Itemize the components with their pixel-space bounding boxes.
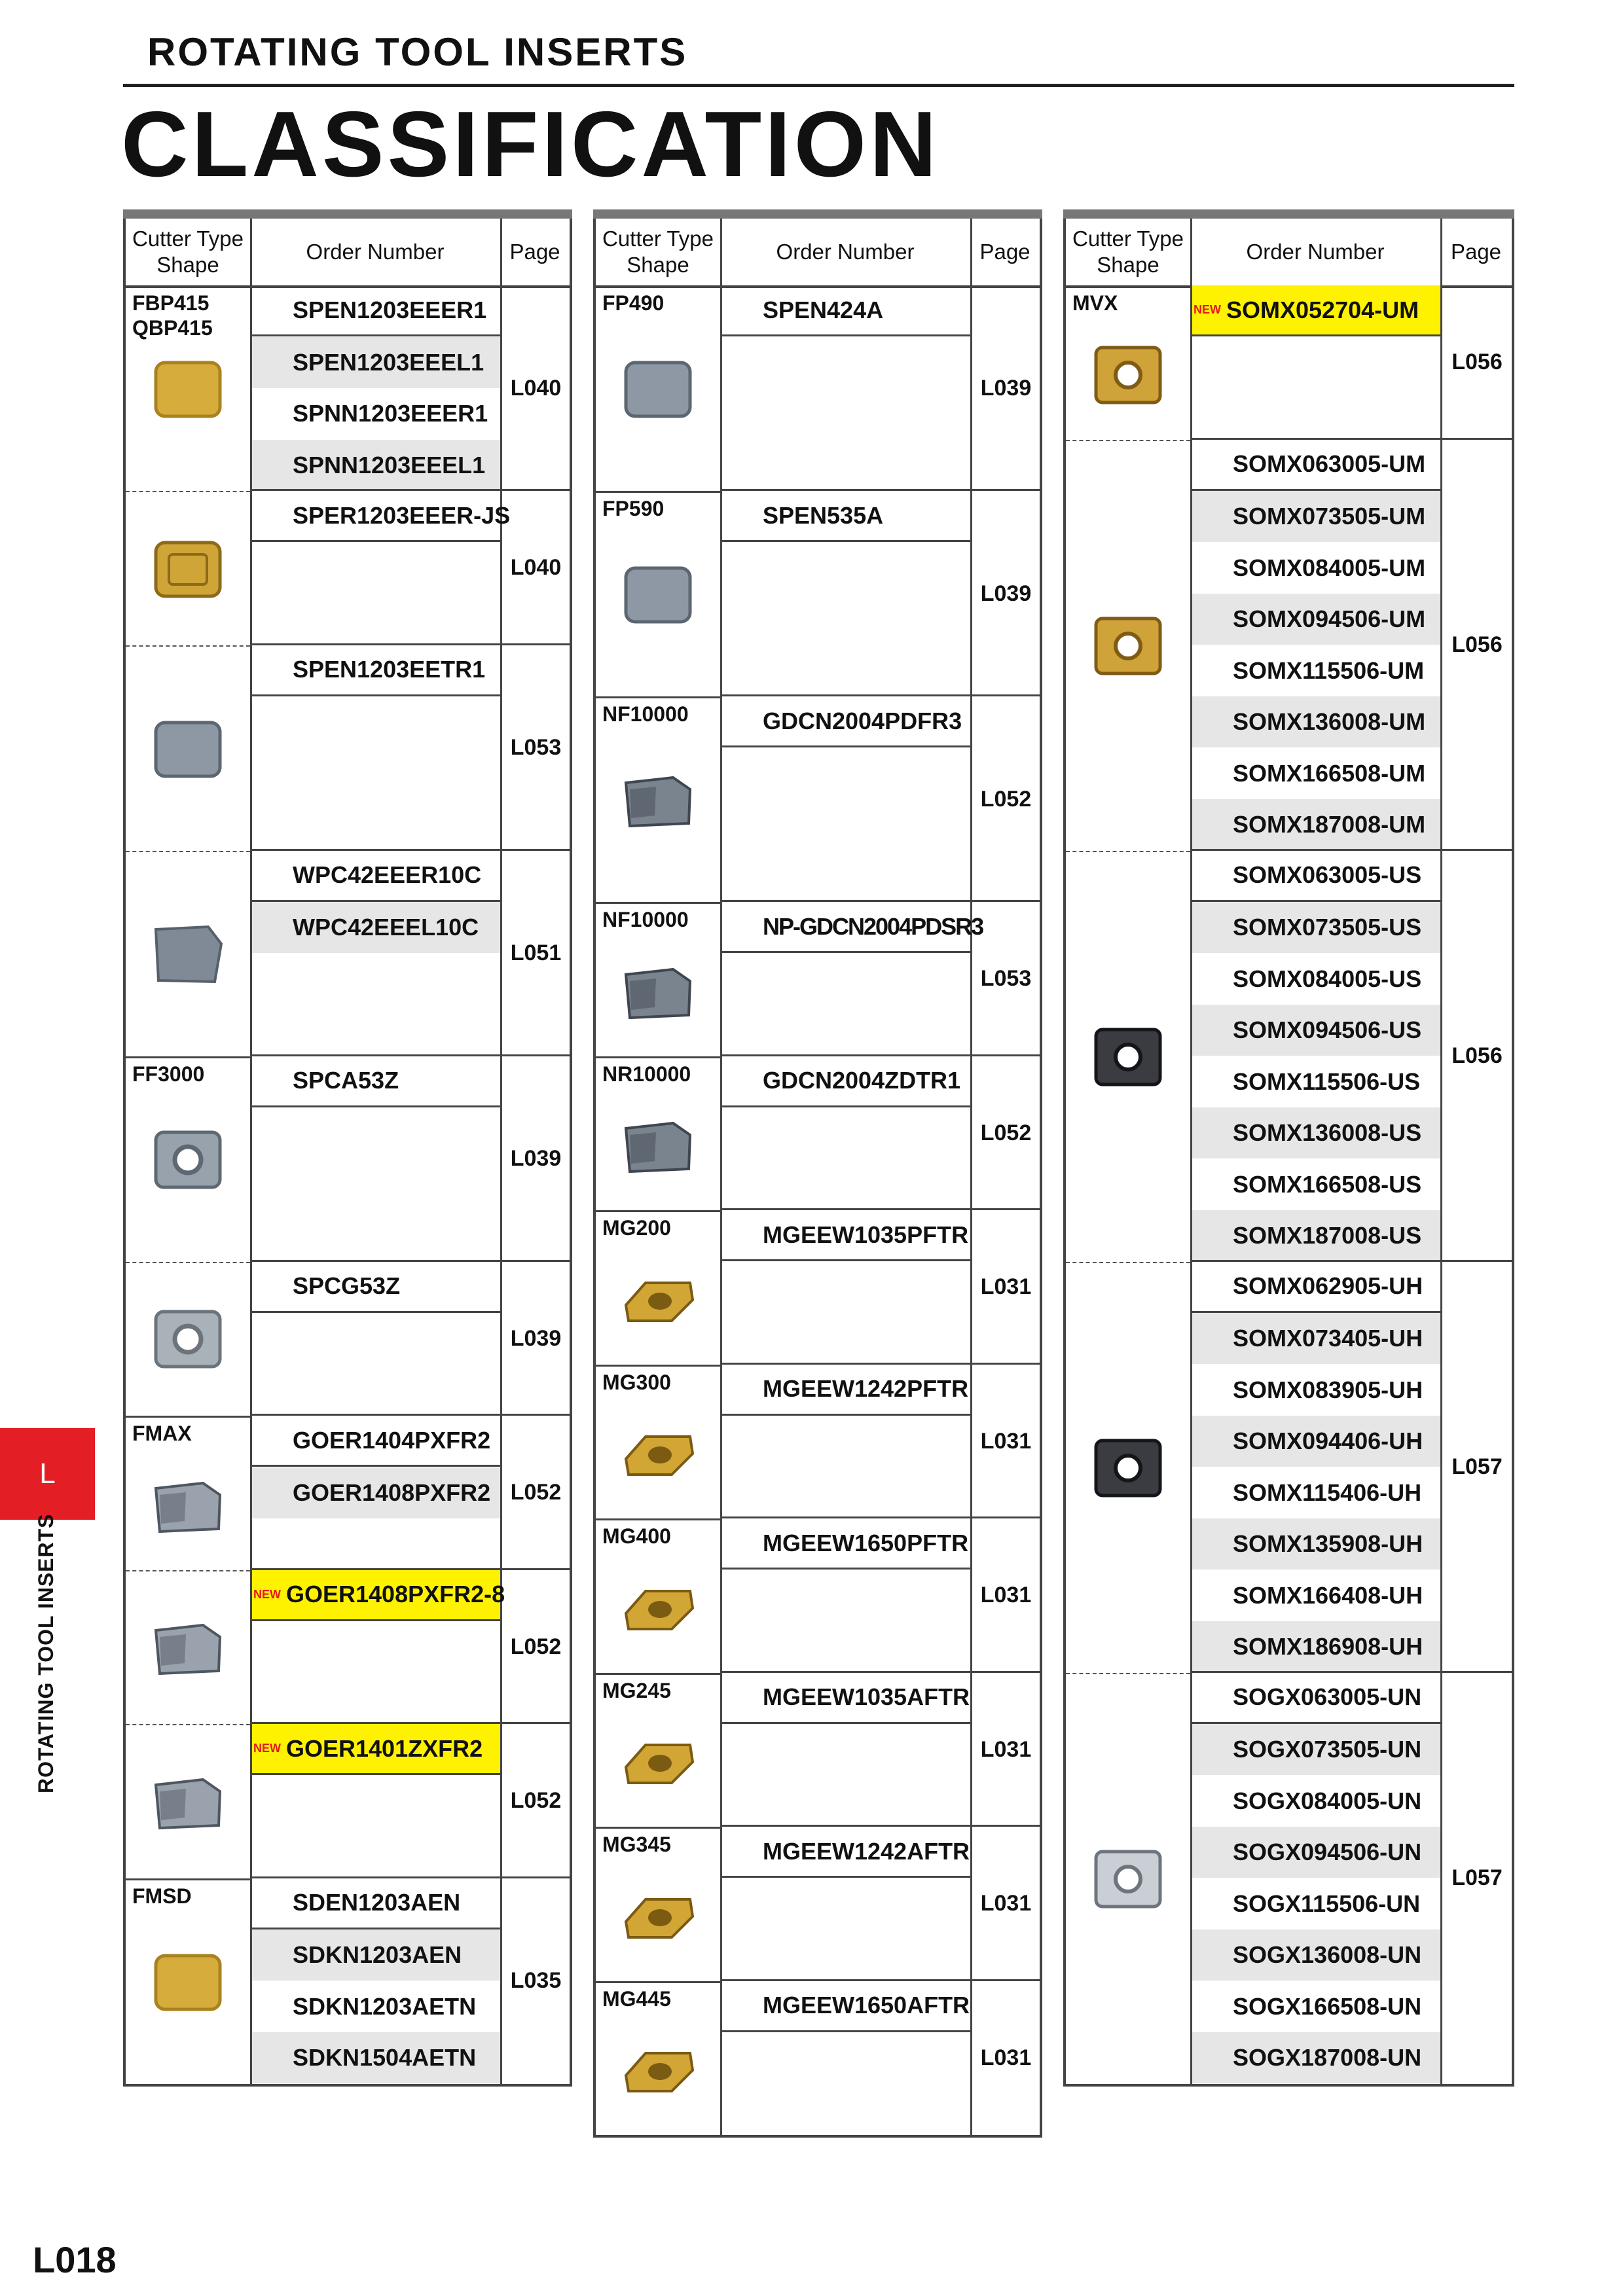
order-number[interactable] [1192,1929,1440,1981]
order-number-text: SOMX084005-US [1233,965,1422,992]
page-reference[interactable]: L031 [980,1274,1032,1300]
empty-row [722,2032,970,2083]
order-number-text: SOGX084005-UN [1233,1787,1422,1814]
empty-row [722,1467,970,1518]
order-number[interactable] [252,902,500,953]
order-number[interactable] [1192,1313,1440,1364]
order-number[interactable] [1192,1724,1440,1775]
classification-table-2 [593,209,1042,2138]
page-reference[interactable]: L031 [980,1583,1032,1608]
page-reference[interactable]: L056 [1451,350,1503,375]
order-number[interactable] [1192,1107,1440,1158]
order-number-text: GOER1408PXFR2-8 [286,1581,505,1607]
cutter-type-name: MG200 [602,1216,671,1240]
order-number[interactable] [1192,2032,1440,2083]
order-number-text: GOER1408PXFR2 [293,1479,491,1506]
empty-row [722,594,970,645]
order-number-text: SOMX094406-UH [1233,1427,1423,1454]
order-number[interactable] [1192,1878,1440,1929]
order-number-text: SOMX186908-UH [1233,1633,1423,1660]
insert-shape-image [617,1109,699,1181]
order-number[interactable] [1192,1210,1440,1261]
header-order-number: Order Number [776,240,915,264]
cutter-type-name: FF3000 [132,1062,205,1086]
cutter-type-name: MG400 [602,1524,671,1548]
order-number-text: SOMX187008-US [1233,1222,1422,1249]
order-number-text: SPCA53Z [293,1067,399,1094]
order-number[interactable] [722,1210,970,1261]
empty-row [252,799,500,850]
cutter-type-name: NF10000 [602,908,689,931]
insert-shape-image [1087,1842,1169,1914]
order-number[interactable] [1192,440,1440,491]
subgroup-separator [1066,851,1190,852]
section-tab[interactable]: L [0,1428,95,1520]
empty-row [722,2084,970,2135]
order-number[interactable] [1192,748,1440,799]
subgroup-separator [126,645,250,647]
header-rule [123,84,1514,87]
page-reference[interactable]: L031 [980,2045,1032,2070]
order-number-text: GOER1401ZXFR2 [286,1734,483,1762]
page-reference[interactable]: L040 [510,375,562,401]
page-reference[interactable]: L051 [510,941,562,965]
order-number-text: SOMX063005-US [1233,861,1422,888]
order-number[interactable] [1192,1673,1440,1724]
order-number-text: SOMX166508-US [1233,1170,1422,1198]
table-top-bar [1063,209,1514,219]
insert-shape-image [147,1123,229,1195]
page-reference[interactable]: L039 [510,1146,562,1171]
insert-shape-image [617,1880,699,1952]
order-number[interactable] [252,1724,500,1775]
empty-row [252,1107,500,1158]
insert-shape-image [147,1945,229,2017]
order-number[interactable] [1192,1570,1440,1621]
empty-row [722,440,970,491]
page-reference[interactable]: L052 [510,1480,562,1505]
order-number[interactable] [1192,645,1440,696]
insert-shape-image [617,1263,699,1335]
order-number[interactable] [1192,902,1440,953]
empty-row [722,1107,970,1158]
page-reference[interactable]: L057 [1451,1454,1503,1479]
insert-shape-image [147,352,229,424]
subgroup-separator [1066,440,1190,441]
order-number[interactable] [722,1673,970,1724]
insert-shape-image [147,1765,229,1837]
order-number-text: SOMX136008-UM [1233,708,1426,735]
order-number-text: MGEEW1035PFTR [763,1221,969,1248]
empty-row [252,594,500,645]
insert-shape-image [617,1571,699,1643]
empty-row [252,1210,500,1261]
order-number[interactable] [1192,1416,1440,1467]
header-shape: Cutter Type Shape [602,226,714,277]
group-separator [126,1416,250,1418]
order-number-text: NP-GDCN2004PDSR3 [763,912,983,940]
order-number[interactable] [1192,285,1440,336]
empty-row [722,1621,970,1672]
order-number-text: SOMX166408-UH [1233,1581,1423,1609]
insert-shape-image [617,1725,699,1797]
order-number-text: SOMX135908-UH [1233,1530,1423,1557]
empty-row [252,1159,500,1210]
order-number[interactable] [1192,1365,1440,1416]
group-separator [596,1518,720,1520]
new-badge: NEW [253,1587,281,1601]
order-number[interactable] [252,2032,500,2083]
empty-row [252,748,500,799]
order-number-text: SDKN1504AETN [293,2044,477,2071]
order-number[interactable] [1192,851,1440,902]
cutter-type-name: MG345 [602,1833,671,1856]
insert-shape-image [617,763,699,835]
empty-row [722,1159,970,1210]
cutter-type-name: FBP415 QBP415 [132,291,213,340]
order-number-text: SPCG53Z [293,1272,401,1299]
header-shape: Cutter Type Shape [132,226,244,277]
order-number[interactable] [1192,1621,1440,1672]
page-reference[interactable]: L031 [980,1736,1032,1762]
empty-row [722,1313,970,1364]
group-separator [596,696,720,698]
order-number-text: SOMX073405-UH [1233,1325,1423,1352]
insert-shape-image [1087,1020,1169,1092]
order-number-text: SOMX062905-UH [1233,1272,1423,1299]
insert-shape-image [147,1469,229,1541]
page-reference[interactable]: L057 [1451,1865,1503,1890]
order-number-text: SPER1203EEER-JS [293,501,511,529]
group-separator [596,1981,720,1983]
empty-row [722,1929,970,1981]
order-number[interactable] [1192,491,1440,542]
order-number[interactable] [1192,1056,1440,1107]
order-number[interactable] [722,1056,970,1107]
header-page: Page [1450,240,1502,264]
order-number[interactable] [1192,696,1440,747]
group-separator [596,1056,720,1058]
group-separator [596,902,720,904]
group-separator [126,1056,250,1058]
order-number-text: SOMX166508-UM [1233,759,1426,787]
table-top-bar [593,209,1042,219]
order-number[interactable] [1192,1981,1440,2032]
page-reference[interactable]: L053 [510,735,562,760]
empty-row [722,337,970,388]
empty-row [252,1313,500,1364]
order-number-text: SOMX187008-UM [1233,811,1426,838]
order-number-text: GOER1404PXFR2 [293,1426,491,1454]
page-reference[interactable]: L039 [980,375,1032,401]
order-number-text: SOMX052704-UM [1226,296,1419,323]
insert-shape-image [617,2034,699,2106]
group-separator [596,1210,720,1212]
cutter-type-name: NR10000 [602,1062,691,1086]
order-number[interactable] [1192,1262,1440,1313]
empty-row [1192,388,1440,439]
classification-table-3 [1063,209,1514,2087]
order-number-text: SPNN1203EEER1 [293,400,488,427]
group-separator [596,1673,720,1675]
empty-row [252,1827,500,1878]
order-number[interactable] [722,1518,970,1570]
insert-shape-image [617,352,699,424]
order-number[interactable] [252,491,511,542]
empty-row [722,1878,970,1929]
empty-row [1192,337,1440,388]
group-separator [126,1878,250,1880]
order-number[interactable] [722,902,983,953]
order-number-text: SPEN535A [763,501,884,529]
cutter-type-name: MG245 [602,1678,671,1702]
page-reference[interactable]: L052 [510,1788,562,1814]
order-number[interactable] [1192,1518,1440,1570]
order-number[interactable] [252,645,500,696]
insert-shape-image [1087,609,1169,681]
order-number[interactable] [1192,1827,1440,1878]
table-header [1066,219,1512,288]
order-number[interactable] [252,440,500,491]
order-number[interactable] [722,285,970,336]
order-number-text: SOMX115506-UM [1233,656,1425,684]
page-reference[interactable]: L056 [1451,632,1503,657]
order-number[interactable] [1192,1776,1440,1827]
order-number[interactable] [252,1467,500,1518]
page-reference[interactable]: L052 [980,1120,1032,1145]
order-number[interactable] [252,388,500,439]
empty-row [722,748,970,799]
empty-row [722,1724,970,1775]
table-top-bar [123,209,572,219]
empty-row [722,851,970,902]
header-order-number: Order Number [1246,240,1385,264]
subgroup-separator [1066,1673,1190,1674]
page-reference[interactable]: L031 [980,1428,1032,1454]
cutter-type-name: FP590 [602,497,665,520]
empty-row [252,1621,500,1672]
cutter-type-name: FMSD [132,1884,192,1908]
group-separator [596,1827,720,1829]
page-reference[interactable]: L056 [1451,1043,1503,1068]
insert-shape-image [1087,1431,1169,1503]
order-number-text: SOMX136008-US [1233,1119,1422,1146]
page-reference[interactable]: L052 [510,1634,562,1659]
order-number-text: SOGX187008-UN [1233,2044,1422,2071]
order-number-text: SOMX094506-US [1233,1016,1422,1043]
order-number[interactable] [252,285,500,336]
subgroup-separator [1066,1262,1190,1263]
order-number[interactable] [1192,1467,1440,1518]
empty-row [722,388,970,439]
cutter-type-name: MVX [1072,291,1118,315]
empty-row [252,543,500,594]
insert-shape-image [147,532,229,604]
empty-row [722,1776,970,1827]
header-page: Page [509,240,560,264]
order-number[interactable] [1192,543,1440,594]
order-number-text: SPEN424A [763,296,884,323]
order-number[interactable] [1192,594,1440,645]
empty-row [252,696,500,747]
order-number[interactable] [722,491,970,542]
group-separator [596,1365,720,1367]
cutter-type-name: MG445 [602,1986,671,2011]
empty-row [252,1776,500,1827]
subgroup-separator [126,851,250,852]
insert-shape-image [617,955,699,1027]
header-shape: Cutter Type Shape [1072,226,1184,277]
order-number-text: SOGX073505-UN [1233,1736,1422,1763]
order-number-text: GDCN2004PDFR3 [763,707,962,734]
order-number-text: SOMX115506-US [1233,1067,1421,1095]
empty-row [252,1673,500,1724]
order-number[interactable] [722,1827,970,1878]
order-number-text: SPNN1203EEEL1 [293,451,486,478]
order-number[interactable] [252,1056,500,1107]
header-subtitle: ROTATING TOOL INSERTS [147,30,688,74]
order-number-text: MGEEW1242PFTR [763,1375,969,1402]
order-number-text: SOMX115406-UH [1233,1479,1422,1506]
page-reference[interactable]: L035 [510,1968,562,1993]
empty-row [722,1416,970,1467]
order-number-text: SOGX063005-UN [1233,1683,1422,1710]
page-reference[interactable]: L031 [980,1891,1032,1916]
order-number-text: SOMX073505-US [1233,914,1422,941]
insert-shape-image [147,918,229,990]
cutter-type-name: MG300 [602,1370,671,1394]
order-number-text: SPEN1203EETR1 [293,656,486,683]
table-header [596,219,1040,288]
order-number[interactable] [722,1981,970,2032]
empty-row [722,1005,970,1056]
insert-shape-image [147,1302,229,1374]
subgroup-separator [126,1570,250,1571]
insert-shape-image [1087,338,1169,410]
empty-row [722,799,970,850]
empty-row [722,1570,970,1621]
page-reference[interactable]: L052 [980,786,1032,812]
order-number-text: SOGX094506-UN [1233,1839,1422,1865]
group-separator [596,491,720,493]
order-number-text: SPEN1203EEEL1 [293,348,484,376]
new-badge: NEW [1194,303,1221,316]
order-number[interactable] [1192,799,1440,850]
page-reference[interactable]: L039 [510,1325,562,1351]
insert-shape-image [617,558,699,630]
order-number[interactable] [252,1981,500,2032]
order-number-text: WPC42EEEL10C [293,914,479,941]
order-number[interactable] [722,696,970,747]
empty-row [722,1262,970,1313]
empty-row [252,1005,500,1056]
empty-row [722,645,970,696]
order-number[interactable] [1192,1005,1440,1056]
order-number-text: SOGX136008-UN [1233,1941,1422,1968]
order-number[interactable] [252,1416,500,1467]
new-badge: NEW [253,1742,281,1755]
order-number-text: SOMX073505-UM [1233,503,1426,529]
subgroup-separator [126,491,250,492]
order-number[interactable] [252,851,500,902]
order-number-text: MGEEW1035AFTR [763,1683,970,1710]
empty-row [722,543,970,594]
insert-shape-image [147,712,229,784]
order-number-text: SDEN1203AEN [293,1889,461,1916]
page-reference[interactable]: L040 [510,555,562,581]
subgroup-separator [126,1724,250,1725]
page-title: CLASSIFICATION [121,92,940,196]
insert-shape-image [147,1611,229,1683]
order-number[interactable] [722,1365,970,1416]
empty-row [252,1365,500,1416]
order-number-text: SOMX083905-UH [1233,1376,1423,1403]
order-number-text: GDCN2004ZDTR1 [763,1067,961,1094]
order-number[interactable] [252,1929,500,1981]
order-number[interactable] [252,1878,500,1929]
header-order-number: Order Number [306,240,445,264]
order-number[interactable] [1192,954,1440,1005]
order-number[interactable] [252,1262,500,1313]
subgroup-separator [126,1262,250,1263]
order-number[interactable] [252,1570,505,1621]
empty-row [252,1518,500,1570]
order-number-text: MGEEW1650PFTR [763,1529,969,1556]
cutter-type-name: NF10000 [602,702,689,726]
order-number-text: SOMX084005-UM [1233,554,1426,581]
order-number-text: SOGX166508-UN [1233,1992,1422,2020]
empty-row [252,954,500,1005]
cutter-type-name: FMAX [132,1422,192,1445]
cutter-type-name: FP490 [602,291,665,315]
section-label: ROTATING TOOL INSERTS [34,1513,58,1793]
order-number[interactable] [1192,1159,1440,1210]
insert-shape-image [617,1417,699,1489]
order-number-text: SOMX094506-UM [1233,605,1426,632]
page-reference[interactable]: L053 [980,966,1032,992]
order-number-text: WPC42EEER10C [293,861,482,888]
order-number[interactable] [252,337,500,388]
page-number: L018 [33,2239,117,2280]
order-number-text: MGEEW1650AFTR [763,1992,970,2018]
empty-row [722,954,970,1005]
table-header [126,219,570,288]
order-number-text: MGEEW1242AFTR [763,1837,970,1865]
order-number-text: SOGX115506-UN [1233,1890,1421,1917]
order-number-text: SDKN1203AETN [293,1992,477,2020]
classification-table-1 [123,209,572,2087]
order-number-text: SOMX063005-UM [1233,450,1426,477]
header-page: Page [979,240,1030,264]
order-number-text: SPEN1203EEER1 [293,296,487,323]
order-number-text: SDKN1203AEN [293,1941,462,1968]
page-reference[interactable]: L039 [980,581,1032,606]
